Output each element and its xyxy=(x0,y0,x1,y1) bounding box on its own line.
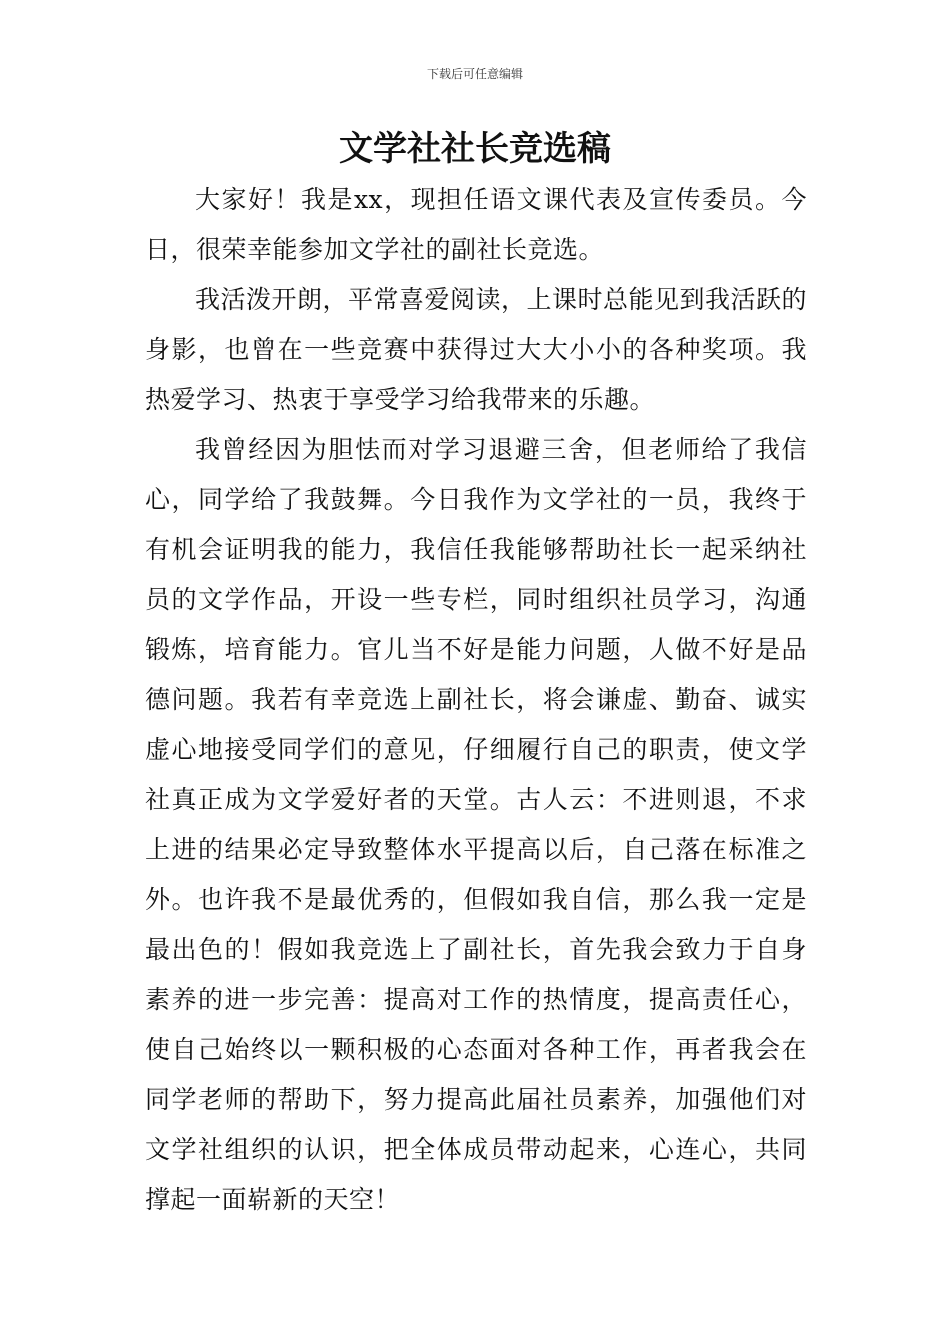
document-title: 文学社社长竞选稿 xyxy=(339,129,611,169)
document-body xyxy=(145,175,807,1225)
paragraph-3: 我曾经因为胆怯而对学习退避三舍，但老师给了我信心，同学给了我鼓舞。今日我作为文学社的一员，我终于有机会证明我的能力，我信任我能够帮助社长一起采纳社员的文学作品，开设一些专栏，同时组织社员学习，沟通锻炼，培育能力。官儿当不好是能力问题，人做不好是品德问题。我若有幸竞选上副社长，将会谦虚、勤奋、诚实虚心地接受同学们的意见，仔细履行自己的职责，使文学社真正成为文学爱好者的天堂。古人云：不进则退，不求上进的结果必定导致整体水平提高以后，自己落在标准之外。也许我不是最优秀的，但假如我自信，那么我一定是最出色的！假如我竞选上了副社长，首先我会致力于自身素养的进一步完善：提高对工作的热情度，提高责任心，使自己始终以一颗积极的心态面对各种工作，再者我会在同学老师的帮助下，努力提高此届社员素养，加强他们对文学社组织的认识，把全体成员带动起来，心连心，共同撑起一面崭新的天空！ xyxy=(145,435,807,1214)
header-note: 下载后可任意编辑 xyxy=(426,67,523,81)
paragraph-2: 我活泼开朗，平常喜爱阅读，上课时总能见到我活跃的身影，也曾在一些竞赛中获得过大大小小的各种奖项。我热爱学习、热衷于享受学习给我带来的乐趣。 xyxy=(145,285,808,414)
paragraph-1: 大家好！我是xx，现担任语文课代表及宣传委员。今日，很荣幸能参加文学社的副社长竞选。 xyxy=(145,185,807,264)
